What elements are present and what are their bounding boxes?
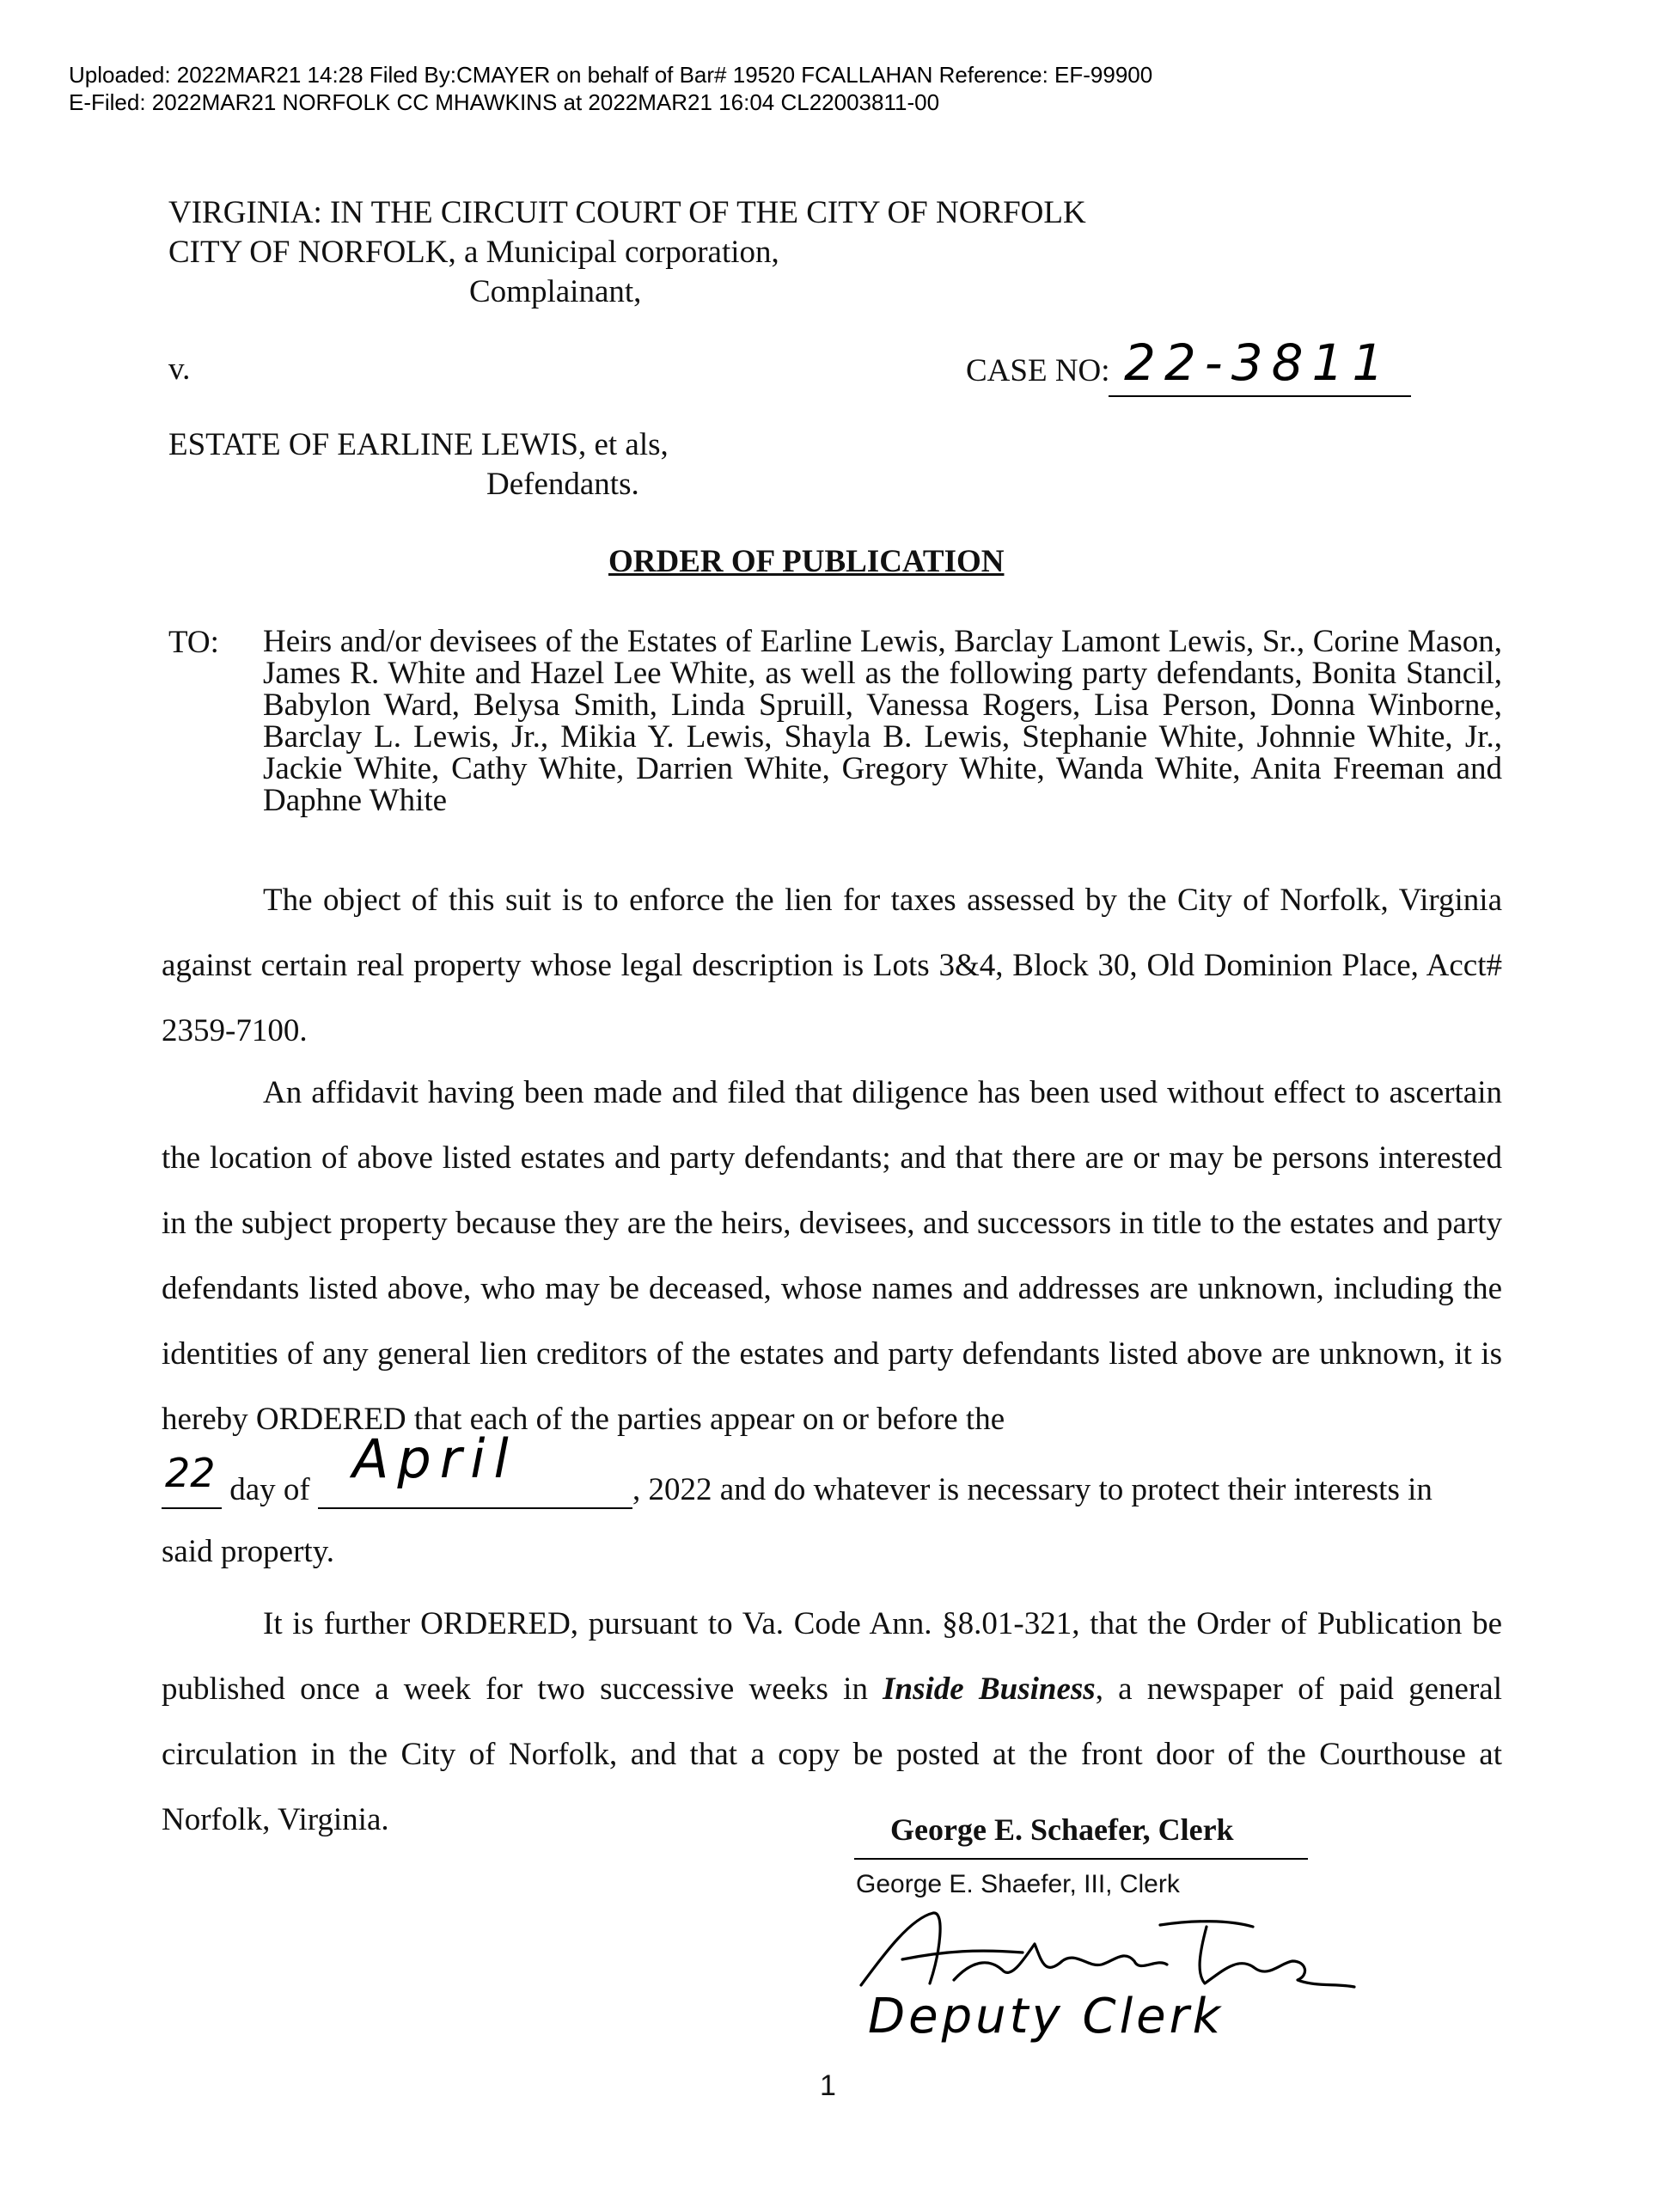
case-number-label: CASE NO: bbox=[966, 353, 1110, 388]
newspaper-name: Inside Business bbox=[883, 1671, 1096, 1707]
plaintiff-role: Complainant, bbox=[469, 274, 642, 309]
to-label: TO: bbox=[168, 625, 219, 660]
case-number-handwritten: 22-3811 bbox=[1124, 333, 1393, 392]
paragraph-object-of-suit: The object of this suit is to enforce the lien for taxes assessed by the City of Norfolk, Virginia against certain real property whose legal description is Lots 3&4, Block 30, Old Dominion Place, Acct# 2359-7100. bbox=[162, 883, 1502, 1048]
filing-header-line-1: Uploaded: 2022MAR21 14:28 Filed By:CMAYER on behalf of Bar# 19520 FCALLAHAN Reference: EF-99900 bbox=[69, 62, 1153, 88]
signature-rule bbox=[854, 1858, 1308, 1860]
day-handwritten: 22 bbox=[165, 1450, 216, 1496]
deputy-clerk-handwritten: Deputy Clerk bbox=[868, 1989, 1225, 2044]
court-line: VIRGINIA: IN THE CIRCUIT COURT OF THE CITY OF NORFOLK bbox=[168, 195, 1086, 230]
filing-header-line-2: E-Filed: 2022MAR21 NORFOLK CC MHAWKINS at 2022MAR21 16:04 CL22003811-00 bbox=[69, 89, 940, 115]
appearance-date-line bbox=[162, 1427, 1433, 1509]
defendant-name: ESTATE OF EARLINE LEWIS, et als, bbox=[168, 427, 669, 462]
versus: v. bbox=[168, 351, 191, 387]
day-of-text: day of bbox=[229, 1472, 310, 1507]
month-handwritten: April bbox=[352, 1427, 517, 1490]
paragraph-publication-order bbox=[162, 1592, 1502, 1853]
paragraph-ending: said property. bbox=[162, 1534, 335, 1569]
publication-text-2: , a newspaper of paid general circulation in the City of Norfolk, and that a copy be posted at the front door of the Courthouse at Norfolk, Virginia. bbox=[162, 1671, 1503, 1837]
clerk-printed-name: George E. Shaefer, III, Clerk bbox=[856, 1870, 1180, 1898]
case-number-line bbox=[1109, 395, 1411, 397]
year-clause: , 2022 and do whatever is necessary to protect their interests in bbox=[632, 1472, 1433, 1507]
to-recipients: Heirs and/or devisees of the Estates of Earline Lewis, Barclay Lamont Lewis, Sr., Corine Mason, James R. White and Hazel Lee White, as well as the following party defendants, Bonita Stancil, Babylon Ward, Belysa Smith, Linda Spruill, Vanessa Rogers, Lisa Person, Donna Winborne, Barclay L. Lewis, Jr., Mikia Y. Lewis, Shayla B. Lewis, Stephanie White, Johnnie White, Jr., Jackie White, Cathy White, Darrien White, Gregory White, Wanda White, Anita Freeman and Daphne White bbox=[263, 624, 1502, 818]
day-blank bbox=[162, 1450, 222, 1509]
publication-text-1: It is further ORDERED, pursuant to Va. Code Ann. §8.01-321, that the Order of Publication be published once a week for two successive weeks in bbox=[162, 1606, 1502, 1707]
document-title: ORDER OF PUBLICATION bbox=[608, 544, 1005, 579]
plaintiff-name: CITY OF NORFOLK, a Municipal corporation, bbox=[168, 235, 779, 270]
defendant-role: Defendants. bbox=[486, 467, 639, 502]
paragraph-affidavit: An affidavit having been made and filed that diligence has been used without effect to ascertain the location of above listed estates and party defendants; and that there are or may be persons interested in the subject property because they are the heirs, devisees, and successors in title to the estates and party defendants listed above, who may be deceased, whose names and addresses are unknown, including the identities of any general lien creditors of the estates and party defendants listed above are unknown, it is hereby ORDERED that each of the parties appear on or before the bbox=[162, 1075, 1502, 1437]
clerk-stamp: George E. Schaefer, Clerk bbox=[890, 1812, 1234, 1847]
page-number: 1 bbox=[820, 2069, 836, 2102]
month-blank bbox=[318, 1427, 632, 1509]
